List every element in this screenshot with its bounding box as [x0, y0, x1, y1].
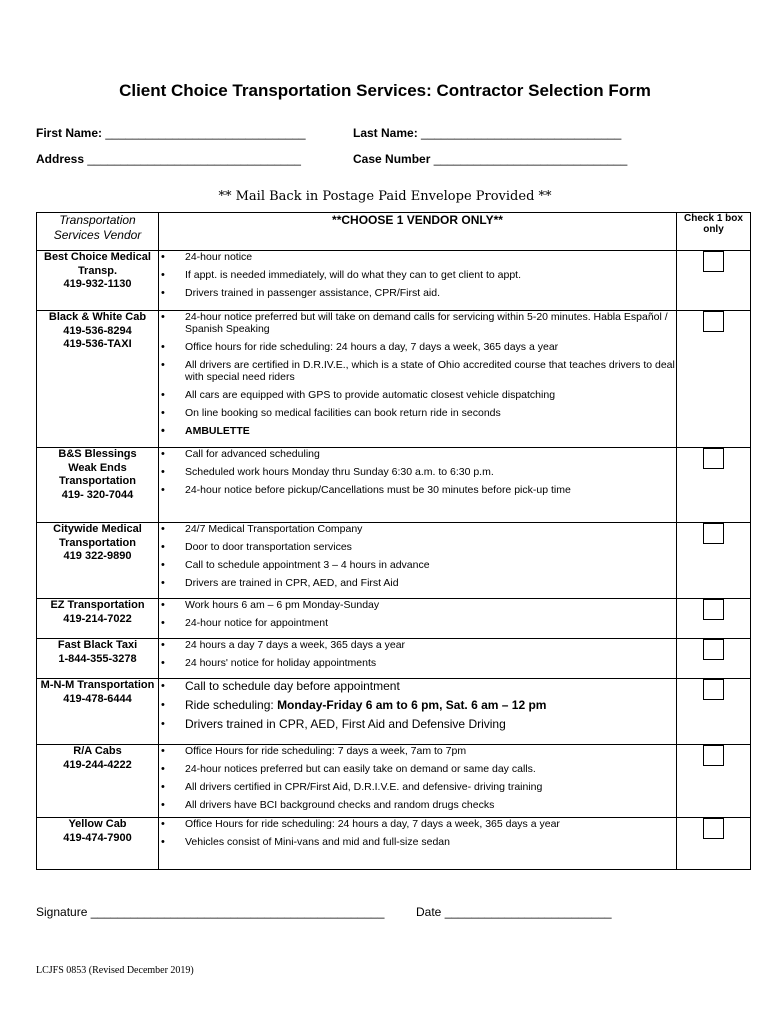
- vendor-check-cell: [677, 523, 751, 599]
- vendor-bullet: • 24-hour notice: [159, 251, 676, 263]
- vendor-bullet: • 24-hour notice before pickup/Cancellations must be 30 minutes before pick-up time: [159, 484, 676, 496]
- vendor-bullet-list: [159, 599, 676, 629]
- vendor-info-line: B&S Blessings: [58, 448, 137, 460]
- vendor-check-cell: [677, 448, 751, 523]
- vendor-info-line: Transportation: [58, 536, 136, 549]
- vendor-check-cell: [677, 818, 751, 870]
- vendor-bullet: • 24 hours' notice for holiday appointments: [159, 657, 676, 669]
- vendor-info-line: Best Choice Medical: [44, 251, 151, 263]
- vendor-description-cell: [159, 745, 677, 818]
- vendor-description-cell: [159, 639, 677, 679]
- case-number-line[interactable]: _____________________________: [433, 152, 628, 166]
- vendor-info-line: 419-214-7022: [63, 612, 132, 625]
- vendor-description-cell: [159, 818, 677, 870]
- vendor-bullet: • 24/7 Medical Transportation Company: [159, 523, 676, 535]
- last-name-label: Last Name:: [353, 126, 418, 140]
- vendor-info-line: Citywide Medical: [53, 523, 142, 535]
- vendor-checkbox[interactable]: [703, 679, 724, 700]
- vendor-info-line: 419-536-8294: [63, 324, 132, 337]
- vendor-name-cell: [37, 639, 159, 679]
- vendor-checkbox[interactable]: [703, 599, 724, 620]
- vendor-bullet: • Call to schedule appointment 3 – 4 hours in advance: [159, 559, 676, 571]
- vendor-checkbox[interactable]: [703, 818, 724, 839]
- vendor-description-cell: [159, 251, 677, 311]
- vendor-info-line: M-N-M Transportation: [40, 679, 155, 691]
- vendor-bullet: • All drivers have BCI background checks and random drugs checks: [159, 799, 676, 811]
- vendor-description-cell: [159, 679, 677, 745]
- signature-label: Signature: [36, 905, 88, 919]
- vendor-checkbox[interactable]: [703, 448, 724, 469]
- vendor-info-line: Fast Black Taxi: [57, 639, 138, 651]
- vendor-info-line: Transportation: [58, 475, 136, 487]
- signature-field[interactable]: [36, 905, 384, 919]
- vendor-info-line: R/A Cabs: [73, 745, 122, 757]
- vendor-description-cell: [159, 448, 677, 523]
- vendor-info-line: Transp.: [77, 264, 118, 277]
- vendor-bullet: • If appt. is needed immediately, will do what they can to get client to appt.: [159, 269, 676, 281]
- vendor-bullet: • All cars are equipped with GPS to provide automatic closest vehicle dispatching: [159, 389, 676, 401]
- form-title: Client Choice Transportation Services: Contractor Selection Form: [119, 81, 651, 100]
- vendor-bullet-list: [159, 523, 676, 589]
- vendor-check-cell: [677, 599, 751, 639]
- vendor-info-line: 419-932-1130: [63, 278, 132, 290]
- vendor-bullet: • 24-hour notices preferred but can easily take on demand or same day calls.: [159, 763, 676, 775]
- last-name-line[interactable]: ______________________________: [421, 126, 622, 140]
- vendor-checkbox[interactable]: [703, 251, 724, 272]
- vendor-bullet-list: [159, 448, 676, 496]
- vendor-info-line: 419-474-7900: [63, 831, 132, 844]
- date-line[interactable]: _________________________: [444, 905, 612, 919]
- vendor-row: [37, 251, 751, 311]
- vendor-bullet: • Door to door transportation services: [159, 541, 676, 553]
- vendor-bullet: • Call for advanced scheduling: [159, 448, 676, 460]
- vendor-info-line: 419-478-6444: [63, 692, 132, 705]
- vendor-row: [37, 448, 751, 523]
- vendor-bullet: • On line booking so medical facilities can book return ride in seconds: [159, 407, 676, 419]
- vendor-column-header: Transportation Services Vendor: [37, 213, 159, 251]
- vendor-name-cell: [37, 448, 159, 523]
- vendor-bullet-list: [159, 639, 676, 669]
- vendor-bullet: • Office hours for ride scheduling: 24 hours a day, 7 days a week, 365 days a year: [159, 341, 676, 353]
- vendor-checkbox[interactable]: [703, 639, 724, 660]
- vendor-row: [37, 745, 751, 818]
- vendor-bullet: • All drivers certified in CPR/First Aid, D.R.I.V.E. and defensive- driving training: [159, 781, 676, 793]
- vendor-bullet: • 24 hours a day 7 days a week, 365 days a year: [159, 639, 676, 651]
- vendor-bullet-list: [159, 251, 676, 299]
- first-name-label: First Name:: [36, 126, 103, 140]
- vendor-info-line: Weak Ends: [68, 461, 127, 474]
- vendor-check-cell: [677, 311, 751, 448]
- first-name-line[interactable]: ______________________________: [105, 126, 306, 140]
- vendor-info-line: EZ Transportation: [50, 599, 145, 611]
- vendor-bullet: • Drivers trained in passenger assistance, CPR/First aid.: [159, 287, 676, 299]
- address-line[interactable]: ________________________________: [87, 152, 301, 166]
- vendor-bullet: • 24-hour notice for appointment: [159, 617, 676, 629]
- case-number-label: Case Number: [353, 152, 431, 166]
- vendor-description-cell: [159, 311, 677, 448]
- vendor-checkbox[interactable]: [703, 523, 724, 544]
- vendor-row: [37, 818, 751, 870]
- vendor-bullet: • Office Hours for ride scheduling: 24 hours a day, 7 days a week, 365 days a year: [159, 818, 676, 830]
- vendor-bullet-list: [159, 745, 676, 811]
- vendor-row: [37, 679, 751, 745]
- vendor-name-cell: [37, 679, 159, 745]
- vendor-bullet: • Drivers trained in CPR, AED, First Aid and Defensive Driving: [159, 717, 676, 731]
- vendor-name-cell: [37, 745, 159, 818]
- vendor-info-line: 419-244-4222: [63, 758, 132, 771]
- vendor-info-line: 1-844-355-3278: [58, 652, 137, 665]
- vendor-name-cell: [37, 818, 159, 870]
- mail-back-notice: ** Mail Back in Postage Paid Envelope Provided **: [218, 189, 552, 204]
- vendor-bullet-list: [159, 679, 676, 731]
- vendor-bullet: • Call to schedule day before appointment: [159, 679, 676, 693]
- vendor-table: [36, 212, 751, 870]
- vendor-bullet-list: [159, 818, 676, 848]
- vendor-row: [37, 311, 751, 448]
- last-name-field[interactable]: [353, 126, 621, 140]
- vendor-bullet: [159, 698, 676, 712]
- vendor-bullet: • 24-hour notice preferred but will take on demand calls for servicing within 5-20 minutes. Habla Español / Spanish Speaking: [159, 311, 676, 335]
- vendor-checkbox[interactable]: [703, 745, 724, 766]
- form-id-footer: LCJFS 0853 (Revised December 2019): [36, 965, 194, 976]
- vendor-bullet: • Vehicles consist of Mini-vans and mid and full-size sedan: [159, 836, 676, 848]
- bullet-prefix: Ride scheduling:: [185, 698, 278, 712]
- vendor-name-cell: [37, 599, 159, 639]
- vendor-bullet: • Drivers are trained in CPR, AED, and First Aid: [159, 577, 676, 589]
- check-column-header: Check 1 box only: [677, 213, 751, 251]
- vendor-bullet-list: [159, 311, 676, 437]
- vendor-rows: [37, 251, 751, 870]
- vendor-bullet: • Scheduled work hours Monday thru Sunday 6:30 a.m. to 6:30 p.m.: [159, 466, 676, 478]
- vendor-info-line: 419-536-TAXI: [63, 338, 132, 350]
- case-number-field[interactable]: [353, 152, 627, 166]
- vendor-check-cell: [677, 251, 751, 311]
- vendor-bullet: • All drivers are certified in D.R.IV.E., which is a state of Ohio accredited course that teaches drivers to deal with special need riders: [159, 359, 676, 383]
- choose-vendor-header: **CHOOSE 1 VENDOR ONLY**: [159, 213, 677, 251]
- table-header-row: [37, 213, 751, 251]
- vendor-info-line: 419- 320-7044: [61, 488, 134, 501]
- vendor-row: [37, 599, 751, 639]
- vendor-name-cell: [37, 311, 159, 448]
- vendor-info-line: Black & White Cab: [48, 311, 147, 323]
- bullet-emphasis: Monday-Friday 6 am to 6 pm, Sat. 6 am – 12 pm: [277, 698, 547, 712]
- vendor-description-cell: [159, 599, 677, 639]
- vendor-description-cell: [159, 523, 677, 599]
- date-label: Date: [416, 905, 442, 919]
- vendor-info-line: Yellow Cab: [68, 818, 127, 830]
- vendor-bullet: • AMBULETTE: [159, 425, 676, 437]
- vendor-check-cell: [677, 679, 751, 745]
- address-field[interactable]: [36, 152, 301, 166]
- vendor-check-cell: [677, 639, 751, 679]
- vendor-info-line: 419 322-9890: [63, 550, 132, 562]
- vendor-bullet: • Work hours 6 am – 6 pm Monday-Sunday: [159, 599, 676, 611]
- date-field[interactable]: [416, 905, 612, 919]
- vendor-check-cell: [677, 745, 751, 818]
- vendor-row: [37, 639, 751, 679]
- vendor-bullet: • Office Hours for ride scheduling: 7 days a week, 7am to 7pm: [159, 745, 676, 757]
- vendor-name-cell: [37, 523, 159, 599]
- vendor-row: [37, 523, 751, 599]
- address-label: Address: [36, 152, 85, 166]
- vendor-name-cell: [37, 251, 159, 311]
- vendor-checkbox[interactable]: [703, 311, 724, 332]
- signature-line[interactable]: ____________________________________________: [90, 905, 385, 919]
- first-name-field[interactable]: [36, 126, 306, 140]
